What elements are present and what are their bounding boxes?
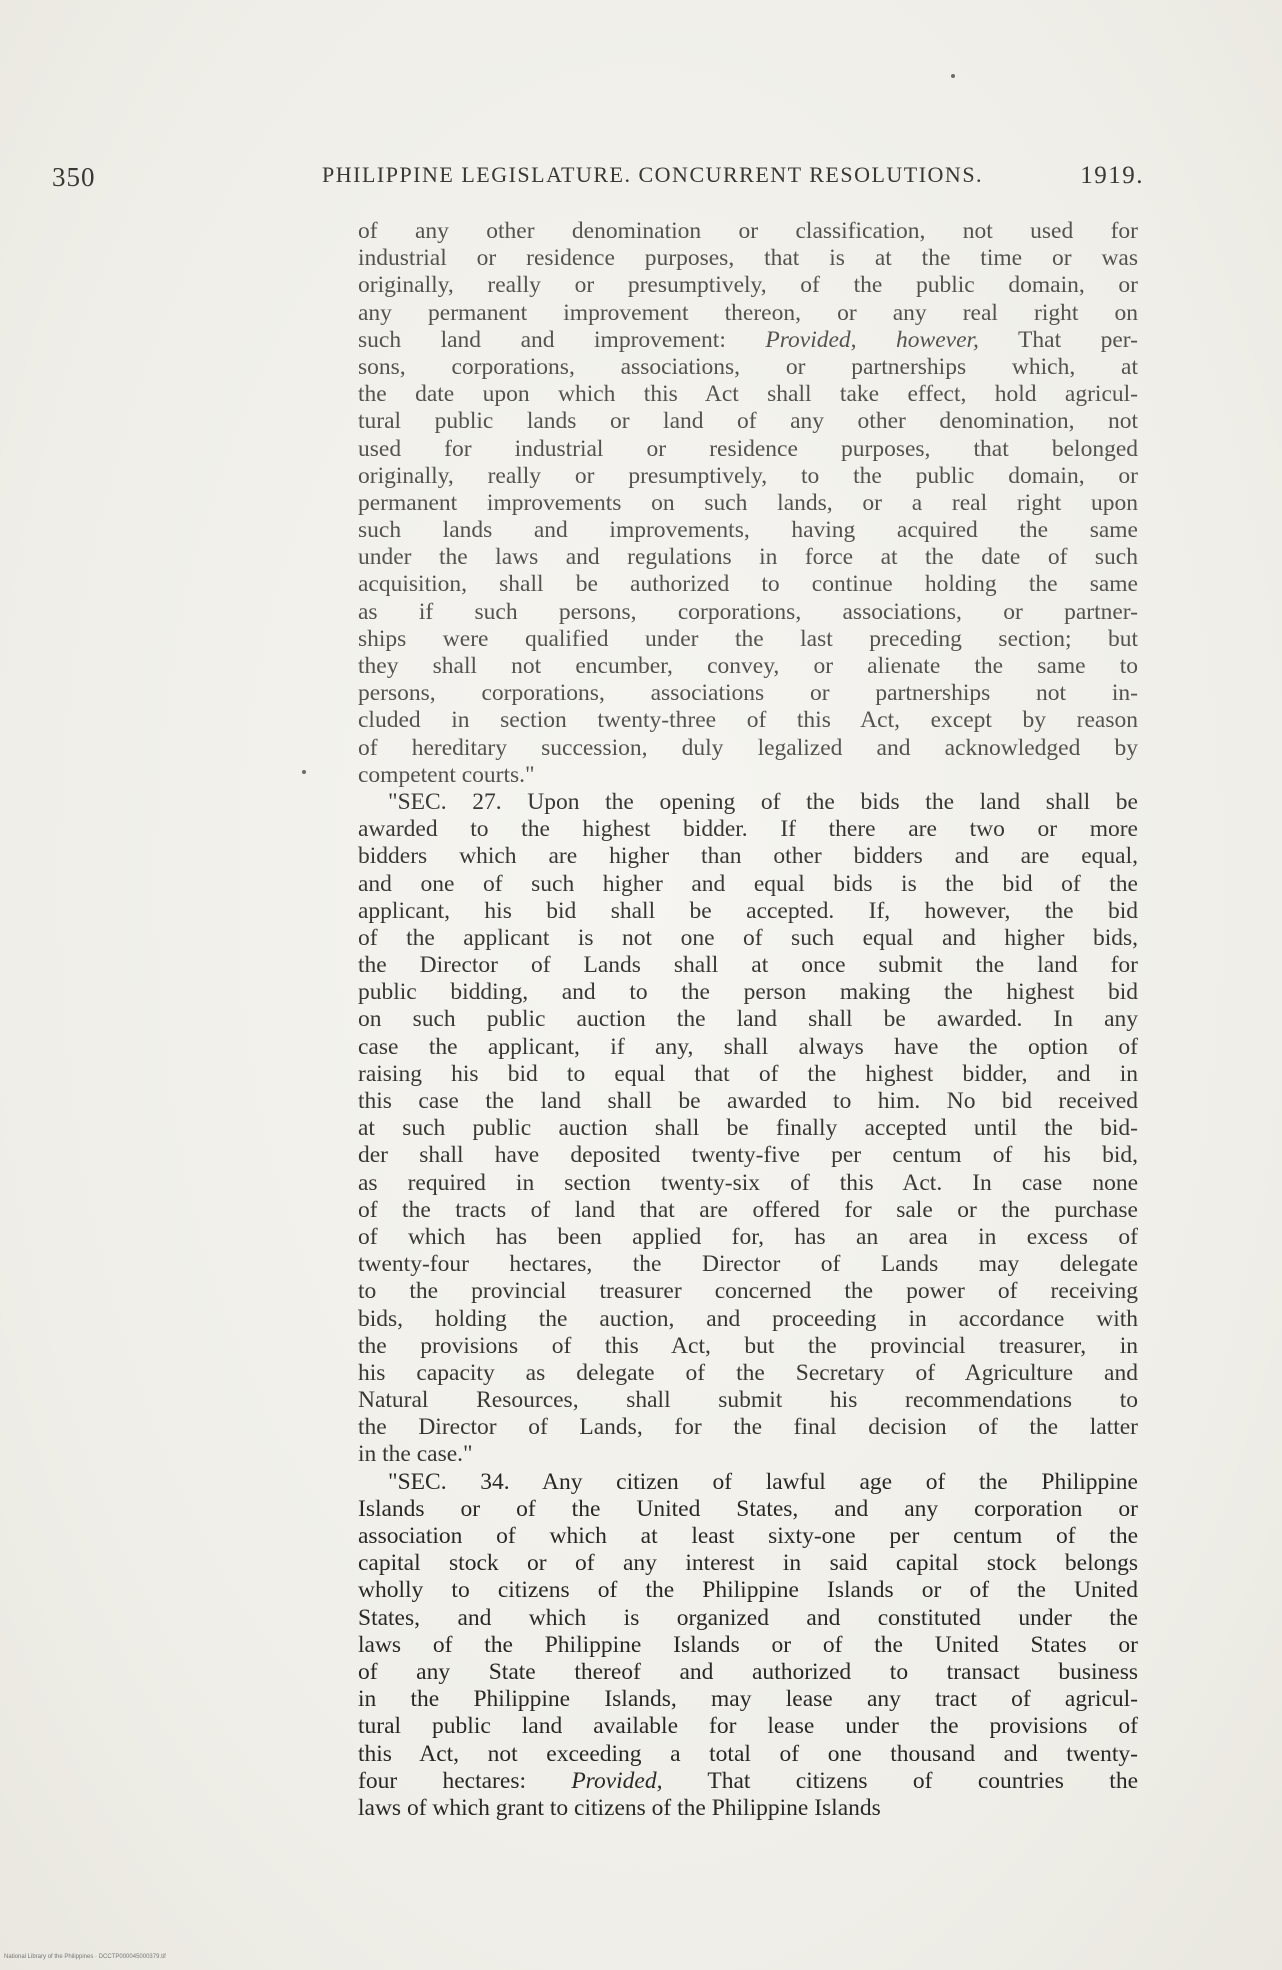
text-line: the date upon which this Act shall take effect, hold agricul- bbox=[358, 381, 1138, 408]
text-line: on such public auction the land shall be awarded. In any bbox=[358, 1006, 1138, 1033]
text-line: of hereditary succession, duly legalized and acknowledged by bbox=[358, 734, 1138, 761]
text-line: originally, really or presumptively, of the public domain, or bbox=[358, 272, 1138, 299]
text-line: they shall not encumber, convey, or alienate the same to bbox=[358, 653, 1138, 679]
text-line: case the applicant, if any, shall always have the option of bbox=[358, 1033, 1138, 1060]
text-line: industrial or residence purposes, that is at the time or was bbox=[358, 245, 1138, 272]
page-number: 350 bbox=[52, 162, 96, 192]
text-line: cluded in section twenty-three of this Act, except by reason bbox=[358, 707, 1138, 734]
text-line: Islands or of the United States, and any corporation or bbox=[358, 1495, 1138, 1522]
running-head-year: 1919. bbox=[1080, 162, 1144, 189]
text-line: bidders which are higher than other bidders and are equal, bbox=[358, 843, 1138, 870]
text-line: such land and improvement: Provided, however, That per- bbox=[358, 326, 1138, 353]
text-line: and one of such higher and equal bids is the bid of the bbox=[358, 870, 1138, 897]
text-line: twenty-four hectares, the Director of Lands may delegate bbox=[358, 1251, 1138, 1278]
text-line: the provisions of this Act, but the provincial treasurer, in bbox=[358, 1332, 1138, 1359]
text-line: tural public land available for lease under the provisions of bbox=[358, 1713, 1138, 1740]
text-line: such lands and improvements, having acquired the same bbox=[358, 517, 1138, 544]
text-line: awarded to the highest bidder. If there are two or more bbox=[358, 816, 1138, 843]
text-line: persons, corporations, associations or partnerships not in- bbox=[358, 680, 1138, 707]
running-head-title: PHILIPPINE LEGISLATURE. CONCURRENT RESOLUTIONS. bbox=[322, 162, 984, 187]
text-line: four hectares: Provided, That citizens of countries the bbox=[358, 1767, 1138, 1794]
text-line: in the case." bbox=[358, 1441, 473, 1468]
text-line: used for industrial or residence purposes, that belonged bbox=[358, 435, 1138, 462]
text-line: wholly to citizens of the Philippine Islands or of the United bbox=[358, 1577, 1138, 1604]
text-line: laws of the Philippine Islands or of the United States or bbox=[358, 1631, 1138, 1658]
text-line: association of which at least sixty-one per centum of the bbox=[358, 1523, 1138, 1549]
text-line: of the applicant is not one of such equal and higher bids, bbox=[358, 924, 1138, 951]
text-line: any permanent improvement thereon, or any real right on bbox=[358, 299, 1138, 326]
text-line: der shall have deposited twenty-five per centum of his bid, bbox=[358, 1142, 1138, 1169]
text-line: "SEC. 27. Upon the opening of the bids the land shall be bbox=[388, 788, 1138, 815]
text-line: applicant, his bid shall be accepted. If, however, the bid bbox=[358, 897, 1138, 924]
text-line: at such public auction shall be finally accepted until the bid- bbox=[358, 1115, 1138, 1142]
running-head bbox=[322, 162, 1144, 188]
text-line: to the provincial treasurer concerned the power of receiving bbox=[358, 1278, 1138, 1305]
paragraph-section-27 bbox=[358, 789, 1138, 1469]
text-line: the Director of Lands, for the final decision of the latter bbox=[358, 1414, 1138, 1441]
page-speck bbox=[302, 770, 306, 774]
text-line: capital stock or of any interest in said capital stock belongs bbox=[358, 1550, 1138, 1577]
text-line: permanent improvements on such lands, or a real right upon bbox=[358, 489, 1138, 516]
text-line: tural public lands or land of any other denomination, not bbox=[358, 408, 1138, 435]
scan-footer-note: National Library of the Philippines · DCCTP000045000379.tif bbox=[4, 1954, 166, 1960]
text-line: "SEC. 34. Any citizen of lawful age of the Philippine bbox=[388, 1468, 1138, 1495]
text-line: in the Philippine Islands, may lease any tract of agricul- bbox=[358, 1686, 1138, 1713]
text-line: his capacity as delegate of the Secretary of Agriculture and bbox=[358, 1359, 1138, 1386]
text-line: of the tracts of land that are offered for sale or the purchase bbox=[358, 1196, 1138, 1223]
text-line: this Act, not exceeding a total of one thousand and twenty- bbox=[358, 1740, 1138, 1767]
text-line: sons, corporations, associations, or partnerships which, at bbox=[358, 353, 1138, 380]
text-line: ships were qualified under the last preceding section; but bbox=[358, 625, 1138, 652]
text-line: laws of which grant to citizens of the Philippine Islands bbox=[358, 1794, 881, 1821]
page-speck bbox=[951, 74, 955, 78]
text-line: acquisition, shall be authorized to continue holding the same bbox=[358, 571, 1138, 598]
text-line: bids, holding the auction, and proceeding in accordance with bbox=[358, 1305, 1138, 1332]
text-line: of which has been applied for, has an area in excess of bbox=[358, 1223, 1138, 1250]
text-line: public bidding, and to the person making the highest bid bbox=[358, 979, 1138, 1006]
text-line: the Director of Lands shall at once submit the land for bbox=[358, 952, 1138, 979]
text-line: competent courts." bbox=[358, 761, 535, 788]
body-text bbox=[358, 218, 1138, 1822]
text-line: as required in section twenty-six of this Act. In case none bbox=[358, 1169, 1138, 1196]
paragraph-continuation bbox=[358, 218, 1138, 789]
text-line: as if such persons, corporations, associations, or partner- bbox=[358, 598, 1138, 625]
text-line: Natural Resources, shall submit his recommendations to bbox=[358, 1387, 1138, 1414]
text-line: of any other denomination or classification, not used for bbox=[358, 218, 1138, 244]
text-line: States, and which is organized and constituted under the bbox=[358, 1604, 1138, 1631]
text-line: raising his bid to equal that of the highest bidder, and in bbox=[358, 1060, 1138, 1087]
text-line: under the laws and regulations in force at the date of such bbox=[358, 544, 1138, 571]
paragraph-section-34 bbox=[358, 1469, 1138, 1822]
text-line: this case the land shall be awarded to him. No bid received bbox=[358, 1088, 1138, 1114]
text-line: of any State thereof and authorized to transact business bbox=[358, 1658, 1138, 1685]
text-line: originally, really or presumptively, to the public domain, or bbox=[358, 462, 1138, 489]
